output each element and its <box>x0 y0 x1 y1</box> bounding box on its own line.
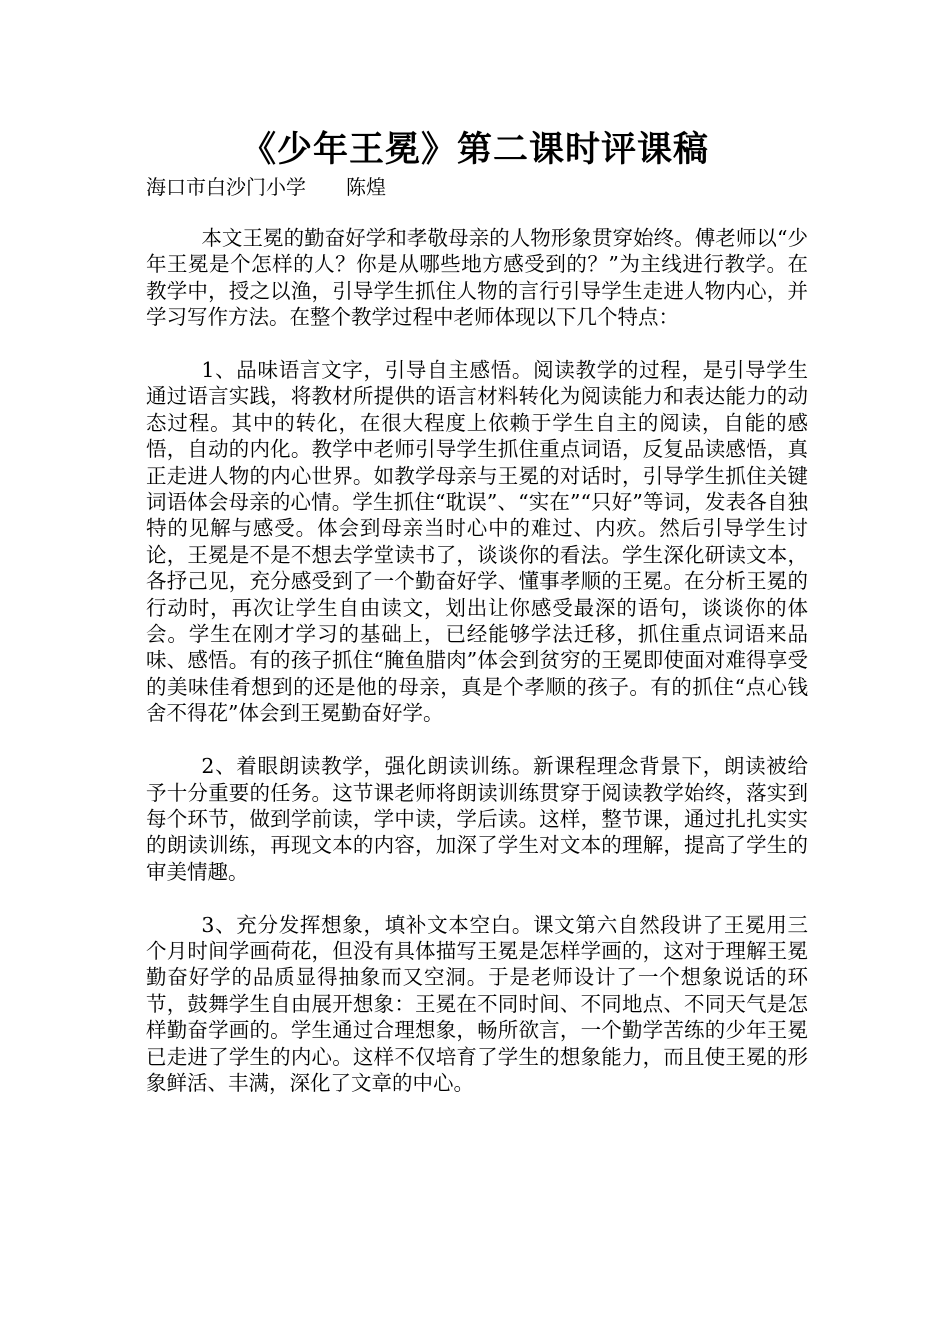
document-body <box>146 225 808 1123</box>
point-2-paragraph: 2、着眼朗读教学，强化朗读训练。新课程理念背景下，朗读被给予十分重要的任务。这节课老师将朗读训练贯穿于阅读教学始终，落实到每个环节，做到学前读，学中读，学后读。这样，整节课，通过扎扎实实的朗读训练，再现文本的内容，加深了学生对文本的理解，提高了学生的审美情趣。 <box>146 754 808 884</box>
author-byline: 海口市白沙门小学 陈煌 <box>146 175 386 199</box>
point-1-paragraph: 1、品味语言文字，引导自主感悟。阅读教学的过程，是引导学生通过语言实践，将教材所提供的语言材料转化为阅读能力和表达能力的动态过程。其中的转化，在很大程度上依赖于学生自主的阅读，自能的感悟，自动的内化。教学中老师引导学生抓住重点词语，反复品读感悟，真正走进人物的内心世界。如教学母亲与王冕的对话时，引导学生抓住关键词语体会母亲的心情。学生抓住“耽误”、“实在”“只好”等词，发表各自独特的见解与感受。体会到母亲当时心中的难过、内疚。然后引导学生讨论，王冕是不是不想去学堂读书了，谈谈你的看法。学生深化研读文本，各抒己见，充分感受到了一个勤奋好学、懂事孝顺的王冕。在分析王冕的行动时，再次让学生自由读文，划出让你感受最深的语句，谈谈你的体会。学生在刚才学习的基础上，已经能够学法迁移，抓住重点词语来品味、感悟。有的孩子抓住“腌鱼腊肉”体会到贫穷的王冕即使面对难得享受的美味佳肴想到的还是他的母亲，真是个孝顺的孩子。有的抓住“点心钱舍不得花”体会到王冕勤奋好学。 <box>146 358 808 726</box>
point-3-paragraph: 3、充分发挥想象，填补文本空白。课文第六自然段讲了王冕用三个月时间学画荷花，但没有具体描写王冕是怎样学画的，这对于理解王冕勤奋好学的品质显得抽象而又空洞。于是老师设计了一个想象说话的环节，鼓舞学生自由展开想象：王冕在不同时间、不同地点、不同天气是怎样勤奋学画的。学生通过合理想象，畅所欲言，一个勤学苦练的少年王冕已走进了学生的内心。这样不仅培育了学生的想象能力，而且使王冕的形象鲜活、丰满，深化了文章的中心。 <box>146 912 808 1095</box>
document-title: 《少年王冕》第二课时评课稿 <box>240 130 709 170</box>
intro-paragraph: 本文王冕的勤奋好学和孝敬母亲的人物形象贯穿始终。傅老师以“少年王冕是个怎样的人？你是从哪些地方感受到的？”为主线进行教学。在教学中，授之以渔，引导学生抓住人物的言行引导学生走进人物内心，并学习写作方法。在整个教学过程中老师体现以下几个特点： <box>146 226 808 330</box>
